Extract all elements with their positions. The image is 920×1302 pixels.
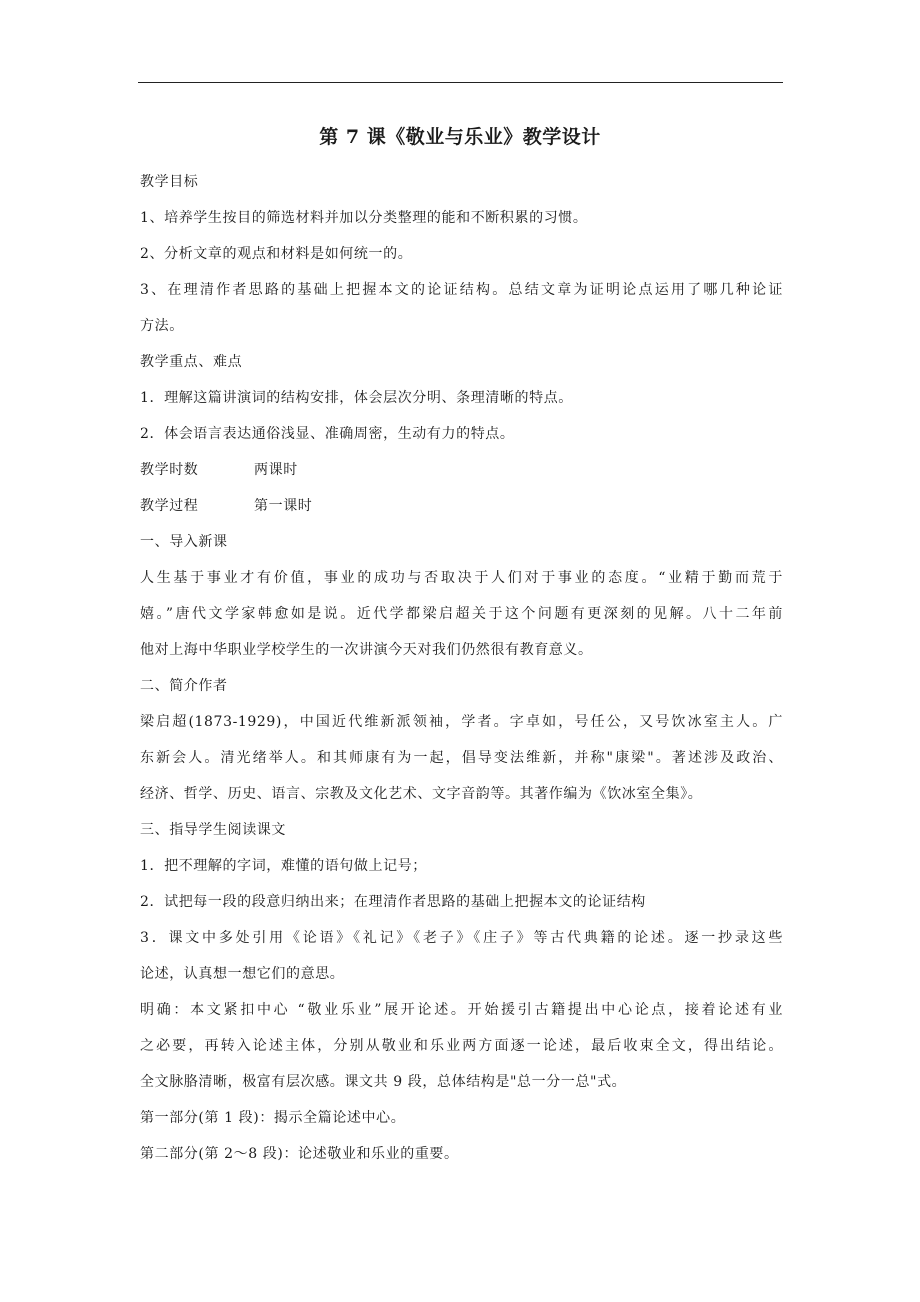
teaching-process-label: 教学过程 xyxy=(140,498,199,514)
clarification-line-1: 明确：本文紧扣中心 “敬业乐业”展开论述。开始援引古籍提出中心论点，接着论述有业 xyxy=(140,1002,783,1018)
objective-2: 2、分析文章的观点和材料是如何统一的。 xyxy=(140,246,413,262)
intro-paragraph-line-1: 人生基于事业才有价值，事业的成功与否取决于人们对于事业的态度。“业精于勤而荒于 xyxy=(140,570,783,586)
structure-part-2: 第二部分(第 2～8 段)：论述敬业和乐业的重要。 xyxy=(140,1146,459,1162)
key-point-2: 2．体会语言表达通俗浅显、准确周密，生动有力的特点。 xyxy=(140,426,515,442)
section-heading-reading: 三、指导学生阅读课文 xyxy=(140,822,286,838)
teaching-process-value: 第一课时 xyxy=(254,498,313,514)
author-paragraph-line-3: 经济、哲学、历史、语言、宗教及文化艺术、文字音韵等。其著作编为《饮冰室全集》。 xyxy=(140,786,703,802)
objective-3-line-2: 方法。 xyxy=(140,318,184,334)
objective-1: 1、培养学生按目的筛选材料并加以分类整理的能和不断积累的习惯。 xyxy=(140,210,588,226)
section-heading-author: 二、简介作者 xyxy=(140,678,228,694)
clarification-line-3: 全文脉胳清晰，极富有层次感。课文共 9 段，总体结构是"总一分一总"式。 xyxy=(140,1074,627,1090)
reading-step-1: 1．把不理解的字词，难懂的语句做上记号； xyxy=(140,858,427,874)
reading-step-3-line-1: 3．课文中多处引用《论语》《礼记》《老子》《庄子》等古代典籍的论述。逐一抄录这些 xyxy=(140,930,783,946)
intro-paragraph-line-2: 嬉。”唐代文学家韩愈如是说。近代学都梁启超关于这个问题有更深刻的见解。八十二年前 xyxy=(140,606,783,622)
teaching-hours-label: 教学时数 xyxy=(140,462,199,478)
teaching-hours-value: 两课时 xyxy=(254,462,298,478)
clarification-line-2: 之必要，再转入论述主体，分别从敬业和乐业两方面逐一论述，最后收束全文，得出结论。 xyxy=(140,1038,783,1054)
header-rule xyxy=(138,82,783,83)
structure-part-1: 第一部分(第 1 段)：揭示全篇论述中心。 xyxy=(140,1110,406,1126)
document-title: 第 7 课《敬业与乐业》教学设计 xyxy=(319,126,601,148)
teaching-hours xyxy=(140,452,783,488)
document-body xyxy=(140,164,783,1172)
reading-step-3-line-2: 论述，认真想一想它们的意思。 xyxy=(140,966,345,982)
section-heading-intro: 一、导入新课 xyxy=(140,534,228,550)
author-paragraph-line-2: 东新会人。清光绪举人。和其师康有为一起，倡导变法维新，并称"康梁"。著述涉及政治、 xyxy=(140,750,783,766)
objective-3-line-1: 3、在理清作者思路的基础上把握本文的论证结构。总结文章为证明论点运用了哪几种论证 xyxy=(140,282,783,298)
key-point-1: 1．理解这篇讲演词的结构安排，体会层次分明、条理清晰的特点。 xyxy=(140,390,573,406)
author-paragraph-line-1: 梁启超(1873-1929)，中国近代维新派领袖，学者。字卓如，号任公，又号饮冰室主人。广 xyxy=(140,714,783,730)
reading-step-2: 2．试把每一段的段意归纳出来；在理清作者思路的基础上把握本文的论证结构 xyxy=(140,894,646,910)
teaching-process xyxy=(140,488,783,524)
section-heading-objectives: 教学目标 xyxy=(140,174,199,190)
section-heading-key-points: 教学重点、难点 xyxy=(140,354,243,370)
intro-paragraph-line-3: 他对上海中华职业学校学生的一次讲演今天对我们仍然很有教育意义。 xyxy=(140,642,593,658)
